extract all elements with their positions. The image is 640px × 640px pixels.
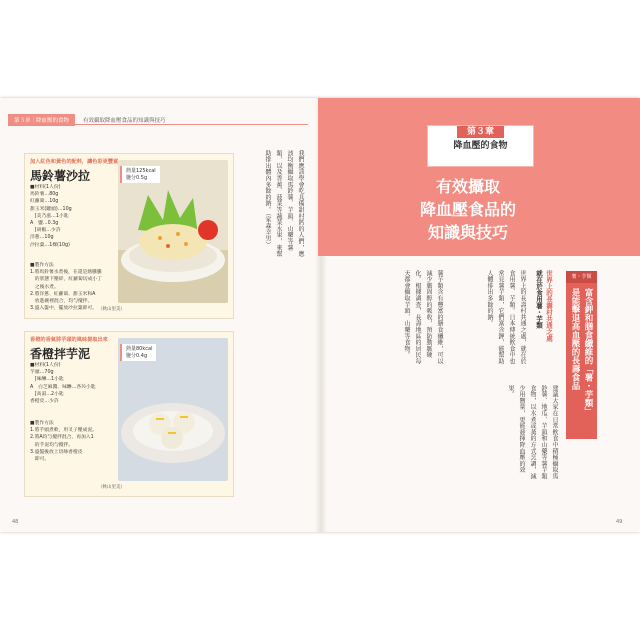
body-column-2: 薯芋類含有豐富的膳食纖維，可以減少膽固醇的吸收，預防動脈硬化。根據調查，長壽地區的居民每天都會攝取芋頭、山藥等食物。: [403, 270, 443, 365]
header-divider: [8, 124, 308, 125]
sub-heading-2: 就在於食用薯・芋類: [535, 270, 543, 329]
page-title-line2: 降血壓食品的: [419, 200, 516, 219]
recipe-ingredients: ■材料(1人份) 芋頭…70g [味醂…1小匙 A 白芝麻醬、味醂…各½小匙 [高湯…2小匙 香橙皮…少許: [30, 363, 96, 405]
page-number-left: 48: [12, 519, 19, 525]
nutrition-badge: [120, 166, 160, 183]
recipe-steps: ■製作方法 1.將芋頭煮軟，用叉子壓成泥。 2.將A均勻攪拌混合，再加入1 的芋泥均勻攪拌。 3.盛盤後放上切絲香橙皮 即可。: [30, 421, 97, 463]
nutrition-badge: [120, 344, 156, 361]
page-title-line3: 知識與技巧: [427, 223, 508, 242]
calories-label: 熱量125kcal: [126, 168, 156, 174]
body-column-1: 世界上的長壽村共通之處，就在於食用薯、芋類。日本傳統飲食中也常見薯芋類，它們富含鉀，能幫助人體排出多餘的鈉。: [486, 270, 526, 365]
intro-paragraph: 我們應該學會吃具備甜村鈣的人們，應該均衡攝取馬鈴薯、芋頭、山藥等薯類，以及香蕉、菠菜等蔬菜水果，來幫助排出體內多餘的鈉。（家森幸男）: [264, 150, 304, 258]
topic-tag-line2: 是能擊退高血壓的長壽食品: [570, 288, 580, 390]
page-number-right: 49: [616, 519, 623, 525]
calories-label: 熱量80kcal: [126, 346, 153, 352]
recipe-ingredients: ■材料(1人份) 馬鈴薯…80g 紅蘿蔔…10g 甜玉米(罐頭)…10g [美乃滋…1小匙 A 鹽…0.3g [胡椒…少許 洋蔥…10g 沙拉葉…1棵(10g): [30, 185, 72, 248]
recipe-credit: （秋山里美）: [98, 485, 125, 490]
sub-heading-1: 世界上的長壽村共通之處: [545, 270, 553, 342]
body-column-3: 建議大家在日常飲食中積極攝取馬鈴薯、地瓜、芋頭和山藥等薯芋類食物，以水煮或蒸的方式烹調，減少用鹽量，更能發揮降血壓的效果。: [507, 385, 558, 480]
recipe-title: 馬鈴薯沙拉: [30, 169, 91, 183]
recipe-steps: ■製作方法 1.將馬鈴薯水煮後，在還是熱騰騰 的狀態下壓碎，紅蘿蔔切成小丁 之後水煮。 2.將洋蔥、紅蘿蔔、甜玉米和A 放進碗裡混合，均勻攪拌。 3.盛入盤中，擺放沙拉葉即可。: [30, 263, 102, 312]
running-title: 有效攝取降血壓食品的知識與技巧: [83, 118, 166, 124]
topic-tag-label: 薯・芋類: [566, 271, 597, 283]
chapter-badge: 第３章｜降血壓的食物: [8, 114, 75, 126]
chapter-name: 降血壓的食物: [453, 141, 508, 151]
salt-label: 鹽分0.4g: [126, 352, 148, 359]
chapter-box: [427, 125, 534, 167]
page-title-line1: 有效攝取: [435, 177, 500, 196]
recipe-category: 加入紅色和黃色的配料，讓色彩更豐富: [30, 159, 119, 165]
topic-tag-line1: 富含鉀和膳食纖維的「薯・芋類」: [583, 288, 593, 416]
salt-label: 鹽分0.5g: [126, 174, 148, 181]
chapter-label: 第３章: [457, 126, 504, 138]
recipe-title: 香橙拌芋泥: [30, 347, 91, 361]
recipe-credit: （秋山里美）: [98, 307, 125, 312]
recipe-category: 香橙的香氣將芋頭的風味提取出來: [30, 337, 108, 343]
